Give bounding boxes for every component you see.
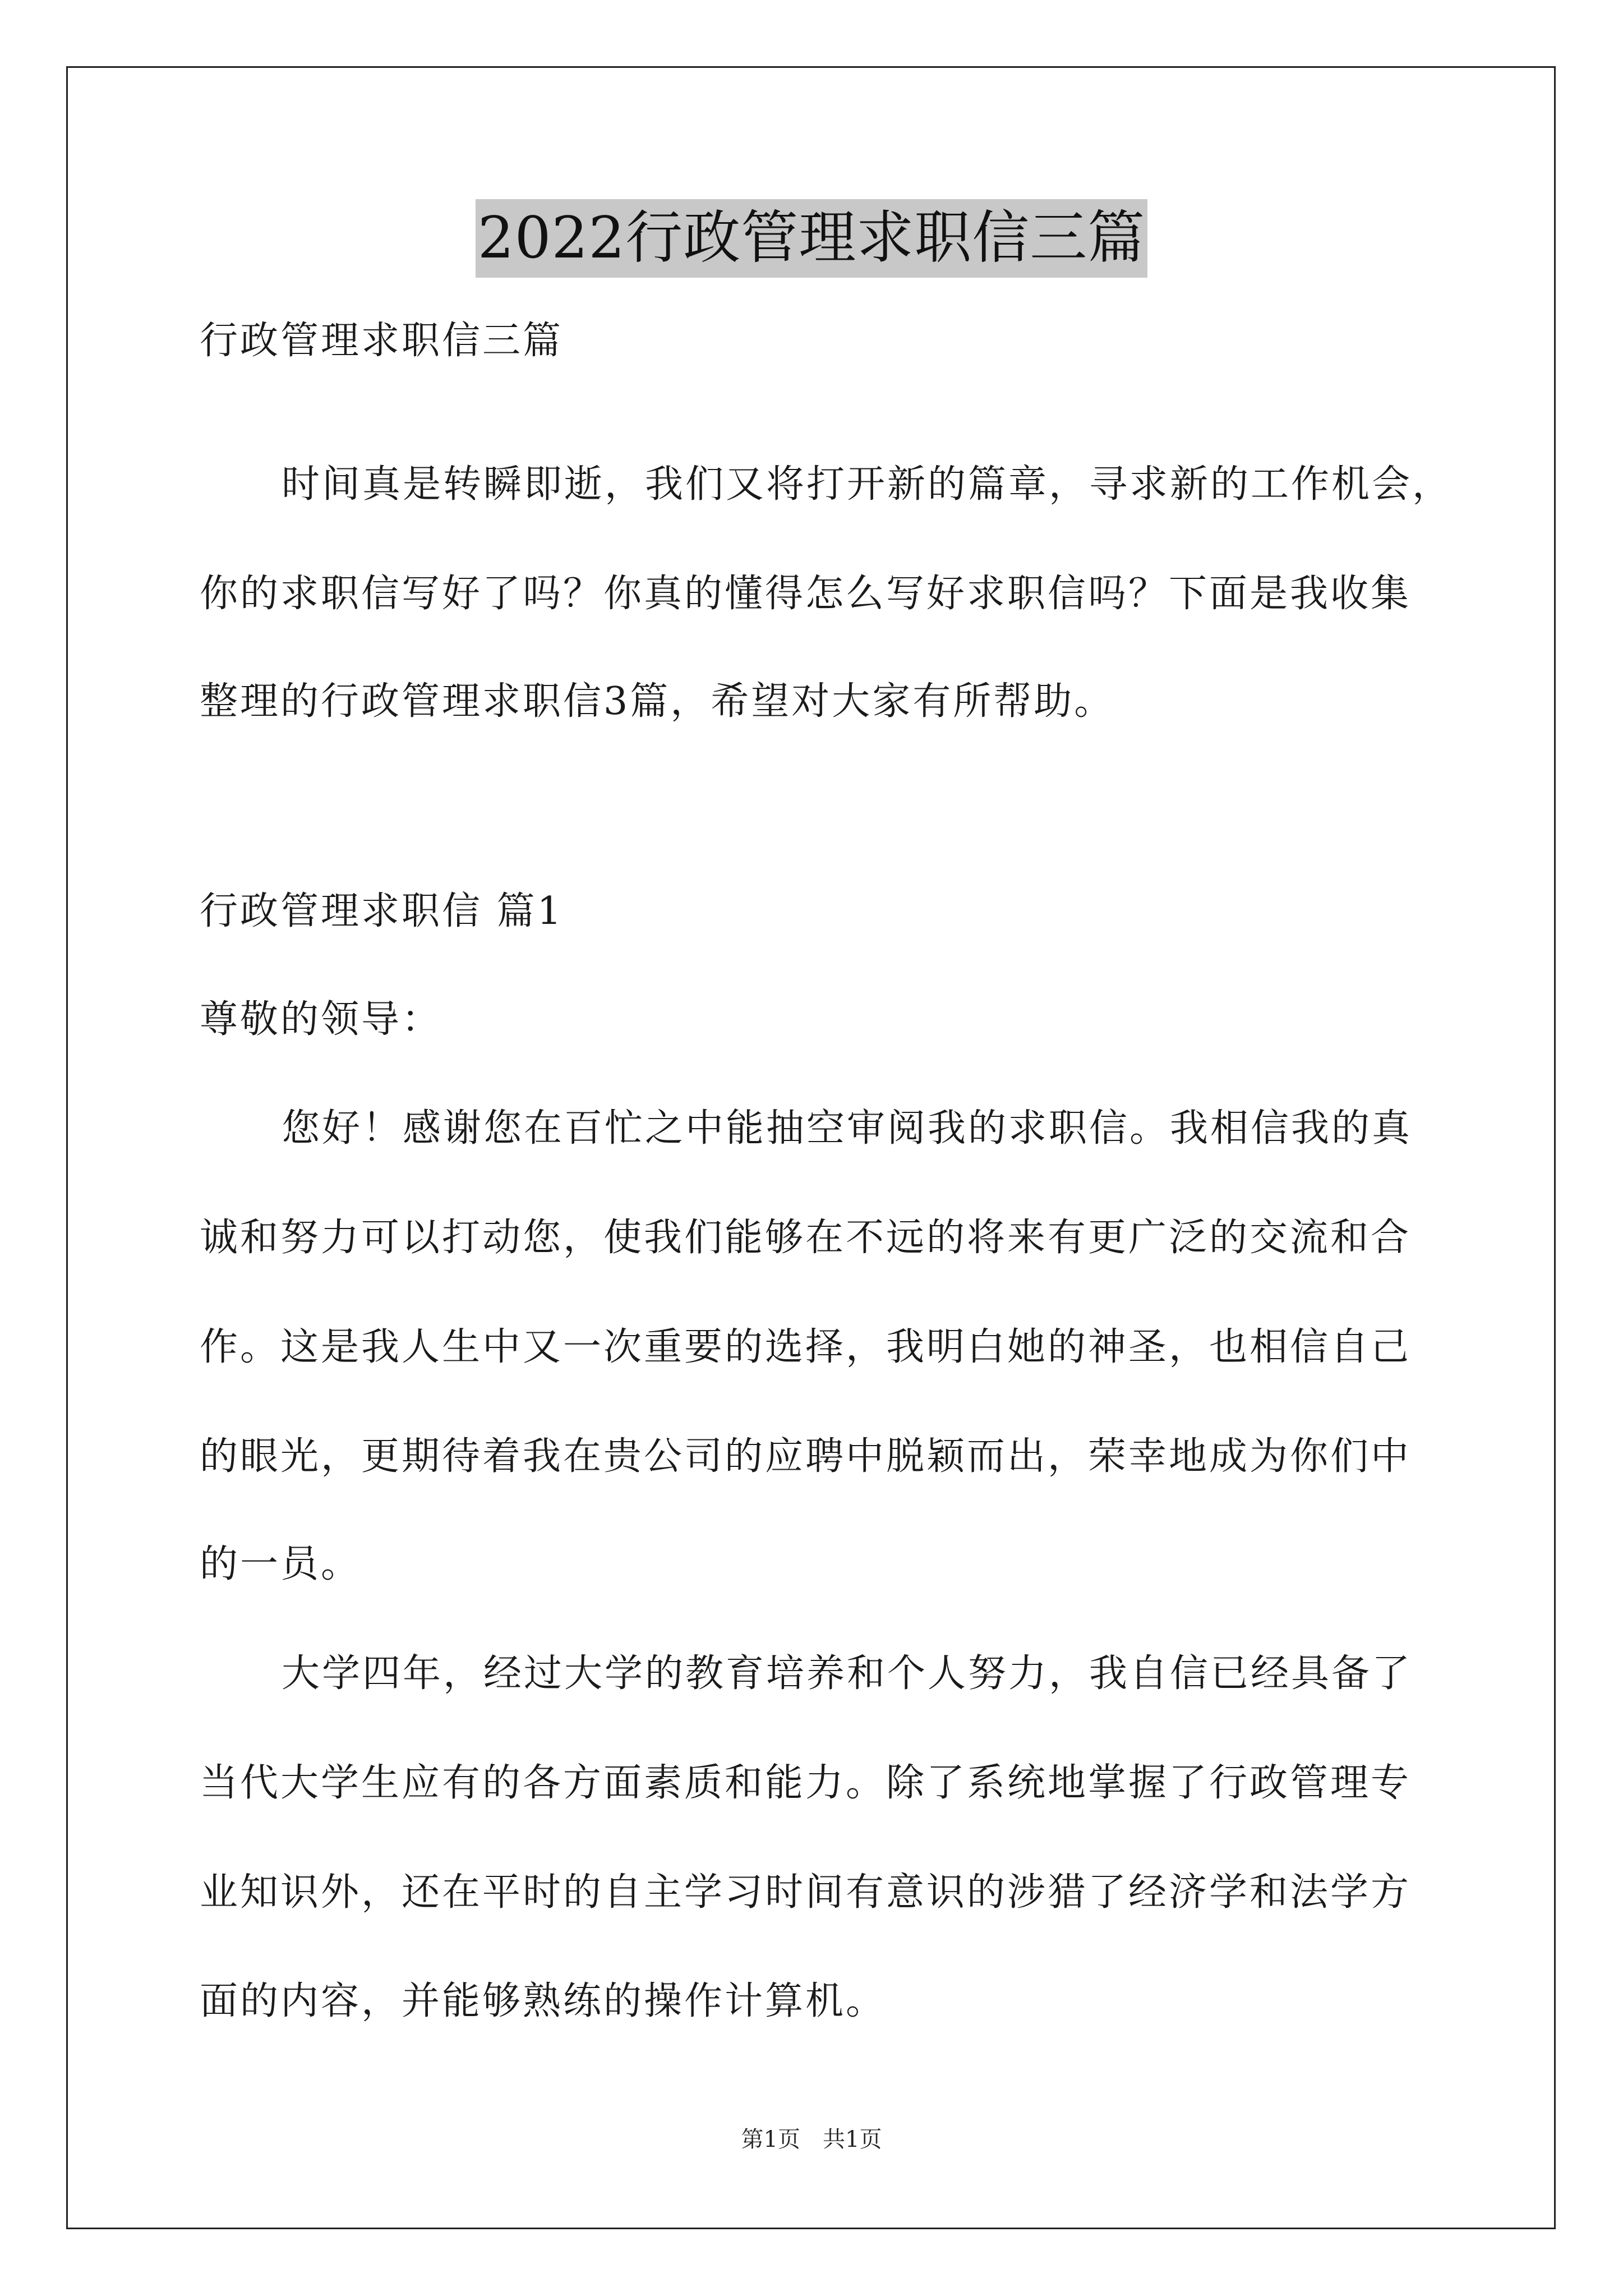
- document-title: 2022行政管理求职信三篇: [476, 199, 1148, 278]
- page-footer: 第1页 共1页: [741, 2127, 882, 2152]
- para2-line: 业知识外，还在平时的自主学习时间有意识的涉猎了经济学和法学方: [200, 1870, 1412, 1915]
- para1-line: 您好！感谢您在百忙之中能抽空审阅我的求职信。我相信我的真: [282, 1106, 1413, 1151]
- intro-line: 整理的行政管理求职信3篇，希望对大家有所帮助。: [200, 679, 1115, 724]
- document-subtitle: 行政管理求职信三篇: [200, 319, 564, 363]
- para1-line: 的眼光，更期待着我在贵公司的应聘中脱颖而出，荣幸地成为你们中: [200, 1434, 1412, 1479]
- para2-line: 大学四年，经过大学的教育培养和个人努力，我自信已经具备了: [282, 1651, 1413, 1696]
- intro-line: 时间真是转瞬即逝，我们又将打开新的篇章，寻求新的工作机会，: [282, 462, 1453, 507]
- para1-line: 诚和努力可以打动您，使我们能够在不远的将来有更广泛的交流和合: [200, 1216, 1412, 1260]
- para1-line: 的一员。: [200, 1542, 362, 1586]
- para2-line: 当代大学生应有的各方面素质和能力。除了系统地掌握了行政管理专: [200, 1761, 1412, 1805]
- section-heading: 行政管理求职信 篇1: [200, 889, 564, 933]
- intro-line: 你的求职信写好了吗？你真的懂得怎么写好求职信吗？下面是我收集: [200, 572, 1412, 616]
- para2-line: 面的内容，并能够熟练的操作计算机。: [200, 1979, 887, 2023]
- title-wrap: [0, 199, 1623, 278]
- para1-line: 作。这是我人生中又一次重要的选择，我明白她的神圣，也相信自己: [200, 1325, 1412, 1369]
- salutation: 尊敬的领导：: [200, 997, 442, 1042]
